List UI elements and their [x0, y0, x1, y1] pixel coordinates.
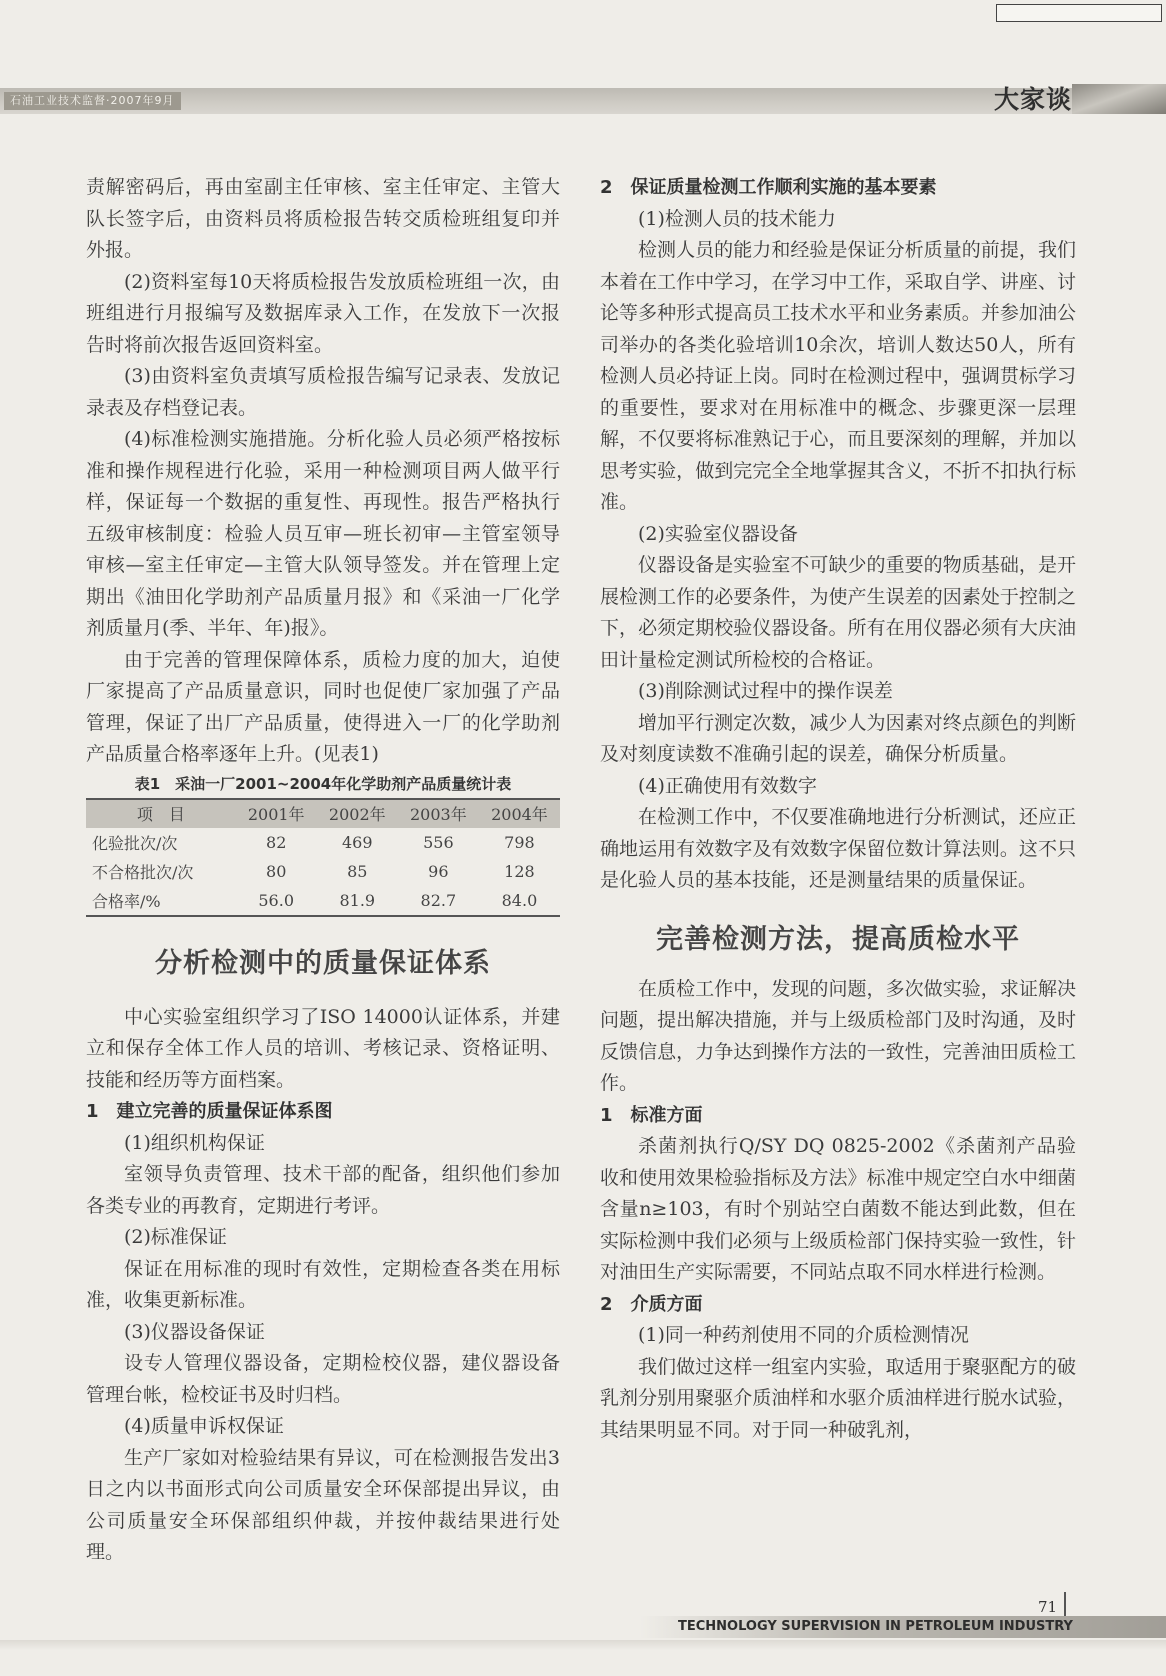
- table-cell: 96: [428, 861, 449, 881]
- item-heading: (1)检测人员的技术能力: [638, 207, 836, 230]
- table-header-cell: 2004年: [479, 799, 560, 828]
- subsection-heading: 1 建立完善的质量保证体系图: [86, 1101, 333, 1122]
- left-column: [86, 172, 560, 1569]
- paragraph: 室领导负责管理、技术干部的配备，组织他们参加各类专业的再教育，定期进行考评。: [86, 1163, 560, 1217]
- paragraph: (2)资料室每10天将质检报告发放质检班组一次，由班组进行月报编写及数据库录入工作，在发放下一次报告时将前次报告返回资料室。: [86, 270, 560, 356]
- table-row: [86, 828, 560, 857]
- item-heading: (4)质量申诉权保证: [124, 1415, 284, 1437]
- paragraph: 生产厂家如对检验结果有异议，可在检测报告发出3日之内以书面形式向公司质量安全环保部提出异议，由公司质量安全环保部组织仲裁，并按仲裁结果进行处理。: [86, 1446, 560, 1563]
- table-caption: 表1 采油一厂2001~2004年化学助剂产品质量统计表: [134, 774, 512, 793]
- table-header-cell: 2001年: [236, 799, 317, 828]
- table-header-row: [86, 799, 560, 828]
- paragraph: 增加平行测定次数，减少人为因素对终点颜色的判断及对刻度读数不准确引起的误差，确保分析质量。: [600, 711, 1076, 765]
- item-heading: (2)标准保证: [124, 1226, 227, 1248]
- paragraph: 在质检工作中，发现的问题，多次做实验，求证解决问题，提出解决措施，并与上级质检部门及时沟通，及时反馈信息，力争达到操作方法的一致性，完善油田质检工作。: [600, 977, 1076, 1094]
- table-cell: 80: [266, 861, 287, 881]
- page-number: 71: [1038, 1598, 1058, 1616]
- table-cell: 56.0: [236, 886, 317, 916]
- top-frame-box: [996, 4, 1162, 22]
- table-cell: 128: [504, 861, 535, 881]
- table-cell: 85: [347, 861, 368, 881]
- footer-journal-title: TECHNOLOGY SUPERVISION IN PETROLEUM INDUSTRY: [678, 1619, 1073, 1634]
- table-cell: 469: [342, 832, 373, 852]
- item-heading: (1)组织机构保证: [124, 1131, 265, 1154]
- table-cell: 不合格批次/次: [92, 862, 194, 882]
- paragraph: 保证在用标准的现时有效性，定期检查各类在用标准，收集更新标准。: [86, 1257, 560, 1311]
- table-cell: 合格率/%: [86, 886, 236, 916]
- paragraph: (4)标准检测实施措施。分析化验人员必须严格按标准和操作规程进行化验，采用一种检测项目两人做平行样，保证每一个数据的重复性、再现性。报告严格执行五级审核制度：检验人员互审—班长初审—主管室领导审核—室主任审定—主管大队领导签发。并在管理上定期出《油田化学助剂产品质量月报》和《采油一厂化学剂质量月(季、半年、年)报》。: [86, 428, 560, 639]
- table-cell: 82.7: [398, 886, 479, 916]
- journal-title: 石油工业技术监督·2007年9月: [4, 92, 181, 110]
- table-cell: 82: [266, 832, 287, 852]
- table-cell: 798: [504, 832, 535, 852]
- item-heading: (3)仪器设备保证: [124, 1320, 265, 1343]
- table-cell: 556: [423, 832, 454, 852]
- table-row: [86, 857, 560, 886]
- bottom-rule: [0, 1640, 1166, 1650]
- item-heading: (4)正确使用有效数字: [638, 774, 817, 797]
- paragraph: (3)由资料室负责填写质检报告编写记录表、发放记录表及存档登记表。: [86, 365, 560, 419]
- paragraph: 由于完善的管理保障体系，质检力度的加大，迫使厂家提高了产品质量意识，同时也促使厂家加强了产品管理，保证了出厂产品质量，使得进入一厂的化学助剂产品质量合格率逐年上升。(见表1): [86, 648, 560, 765]
- section-tag: 大家谈: [994, 85, 1073, 114]
- section-heading: 完善检测方法，提高质检水平: [656, 923, 1020, 955]
- paragraph: 中心实验室组织学习了ISO 14000认证体系，并建立和保存全体工作人员的培训、考核记录、资格证明、技能和经历等方面档案。: [86, 1005, 560, 1091]
- subsection-heading: 2 保证质量检测工作顺利实施的基本要素: [600, 177, 937, 198]
- table-cell: 84.0: [479, 886, 560, 916]
- table-header-cell: 2002年: [317, 799, 398, 828]
- table-cell: 81.9: [317, 886, 398, 916]
- subsection-heading: 1 标准方面: [600, 1104, 703, 1126]
- paragraph: 设专人管理仪器设备，定期检校仪器，建仪器设备管理台帐，检校证书及时归档。: [86, 1352, 560, 1406]
- paragraph: 杀菌剂执行Q/SY DQ 0825-2002《杀菌剂产品验收和使用效果检验指标及方法》标准中规定空白水中细菌含量n≥103，有时个别站空白菌数不能达到此数，但在实际检测中我们必须与上级质检部门保持实验一致性，针对油田生产实际需要，不同站点取不同水样进行检测。: [600, 1135, 1076, 1283]
- quality-stats-table: [86, 798, 560, 917]
- paragraph: 检测人员的能力和经验是保证分析质量的前提，我们本着在工作中学习，在学习中工作，采取自学、讲座、讨论等多种形式提高员工技术水平和业务素质。并参加油公司举办的各类化验培训10余次，培训人数达50人，所有检测人员必持证上岗。同时在检测过程中，强调贯标学习的重要性，要求对在用标准中的概念、步骤更深一层理解，不仅要将标准熟记于心，而且要深刻的理解，并加以思考实验，做到完完全全地掌握其含义，不折不扣执行标准。: [600, 239, 1076, 513]
- section-tag-decoration: [1072, 84, 1166, 114]
- subsection-heading: 2 介质方面: [600, 1293, 703, 1315]
- section-heading: 分析检测中的质量保证体系: [155, 947, 491, 979]
- right-column: [600, 172, 1076, 1446]
- paragraph: 仪器设备是实验室不可缺少的重要的物质基础，是开展检测工作的必要条件，为使产生误差的因素处于控制之下，必须定期校验仪器设备。所有在用仪器必须有大庆油田计量检定测试所检校的合格证。: [600, 554, 1076, 671]
- paragraph: 责解密码后，再由室副主任审核、室主任审定、主管大队长签字后，由资料员将质检报告转交质检班组复印并外报。: [86, 176, 560, 261]
- item-heading: (1)同一种药剂使用不同的介质检测情况: [638, 1324, 969, 1346]
- item-heading: (2)实验室仪器设备: [638, 522, 798, 545]
- table-header-cell: 2003年: [398, 799, 479, 828]
- table-row: [86, 886, 560, 916]
- table-cell: 化验批次/次: [92, 833, 178, 853]
- paragraph: 我们做过这样一组室内实验，取适用于聚驱配方的破乳剂分别用聚驱介质油样和水驱介质油样进行脱水试验，其结果明显不同。对于同一种破乳剂，: [600, 1355, 1076, 1441]
- paragraph: 在检测工作中，不仅要准确地进行分析测试，还应正确地运用有效数字及有效数字保留位数计算法则。这不只是化验人员的基本技能，还是测量结果的质量保证。: [600, 806, 1076, 891]
- item-heading: (3)削除测试过程中的操作误差: [638, 680, 893, 702]
- table-header-cell: 项 目: [86, 799, 236, 828]
